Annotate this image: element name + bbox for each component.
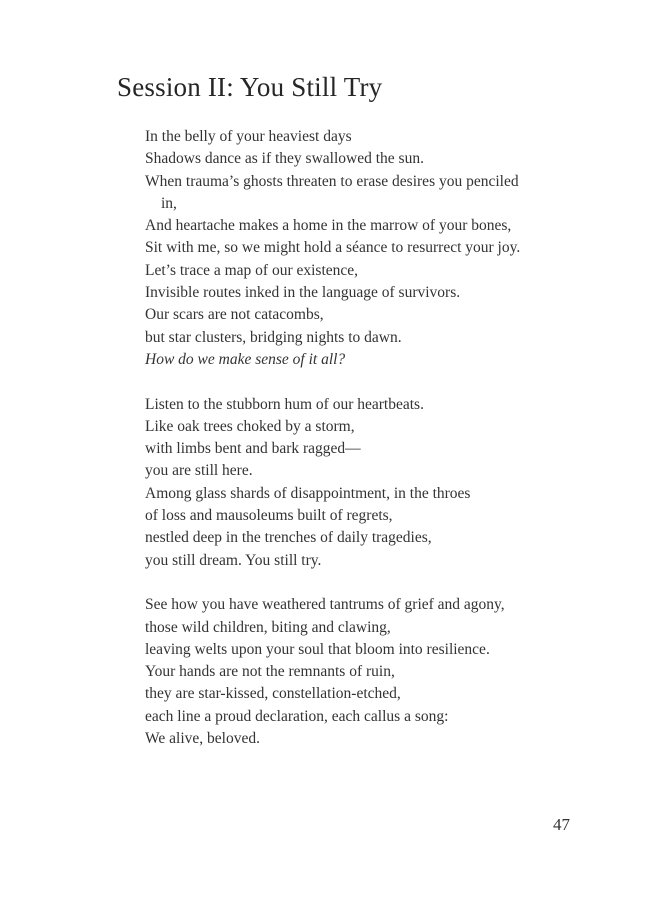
poem-line: each line a proud declaration, each callus a song: [145,707,449,725]
poem-line: you are still here. [145,462,253,480]
poem-line: you still dream. You still try. [145,551,322,569]
poem-line: Among glass shards of disappointment, in the throes [145,484,471,502]
poem-line: leaving welts upon your soul that bloom into resilience. [145,640,490,658]
poem-line-italic-question: How do we make sense of it all? [145,350,346,368]
stanza-2 [145,394,565,572]
poem-line: We alive, beloved. [145,730,260,748]
poem-line: Listen to the stubborn hum of our heartbeats. [145,395,424,413]
poem-line: And heartache makes a home in the marrow of your bones, [145,217,512,235]
poem-line: Our scars are not catacombs, [145,306,324,324]
poem-line: Your hands are not the remnants of ruin, [145,663,395,681]
poem-line: Sit with me, so we might hold a séance to resurrect your joy. [145,239,521,257]
poem-line-continuation: in, [161,194,177,212]
poem-line: of loss and mausoleums built of regrets, [145,507,393,525]
poem-line: Shadows dance as if they swallowed the sun. [145,150,424,168]
stanza-1 [145,126,565,371]
poem-line: but star clusters, bridging nights to dawn. [145,328,402,346]
poem-line: nestled deep in the trenches of daily tragedies, [145,529,432,547]
poem-line: See how you have weathered tantrums of grief and agony, [145,596,505,614]
poem-line: Like oak trees choked by a storm, [145,417,355,435]
poem-line: they are star-kissed, constellation-etched, [145,685,401,703]
poem-line: In the belly of your heaviest days [145,128,352,145]
poem-line: with limbs bent and bark ragged— [145,440,361,458]
page-title: Session II: You Still Try [117,72,383,102]
stanza-3 [145,594,565,750]
poem-line: When trauma’s ghosts threaten to erase desires you penciled [145,172,519,190]
poem-line: those wild children, biting and clawing, [145,618,391,636]
page-number: 47 [553,815,570,834]
poem-body [145,126,565,773]
poem-line: Let’s trace a map of our existence, [145,261,359,279]
poem-line: Invisible routes inked in the language of survivors. [145,284,461,302]
